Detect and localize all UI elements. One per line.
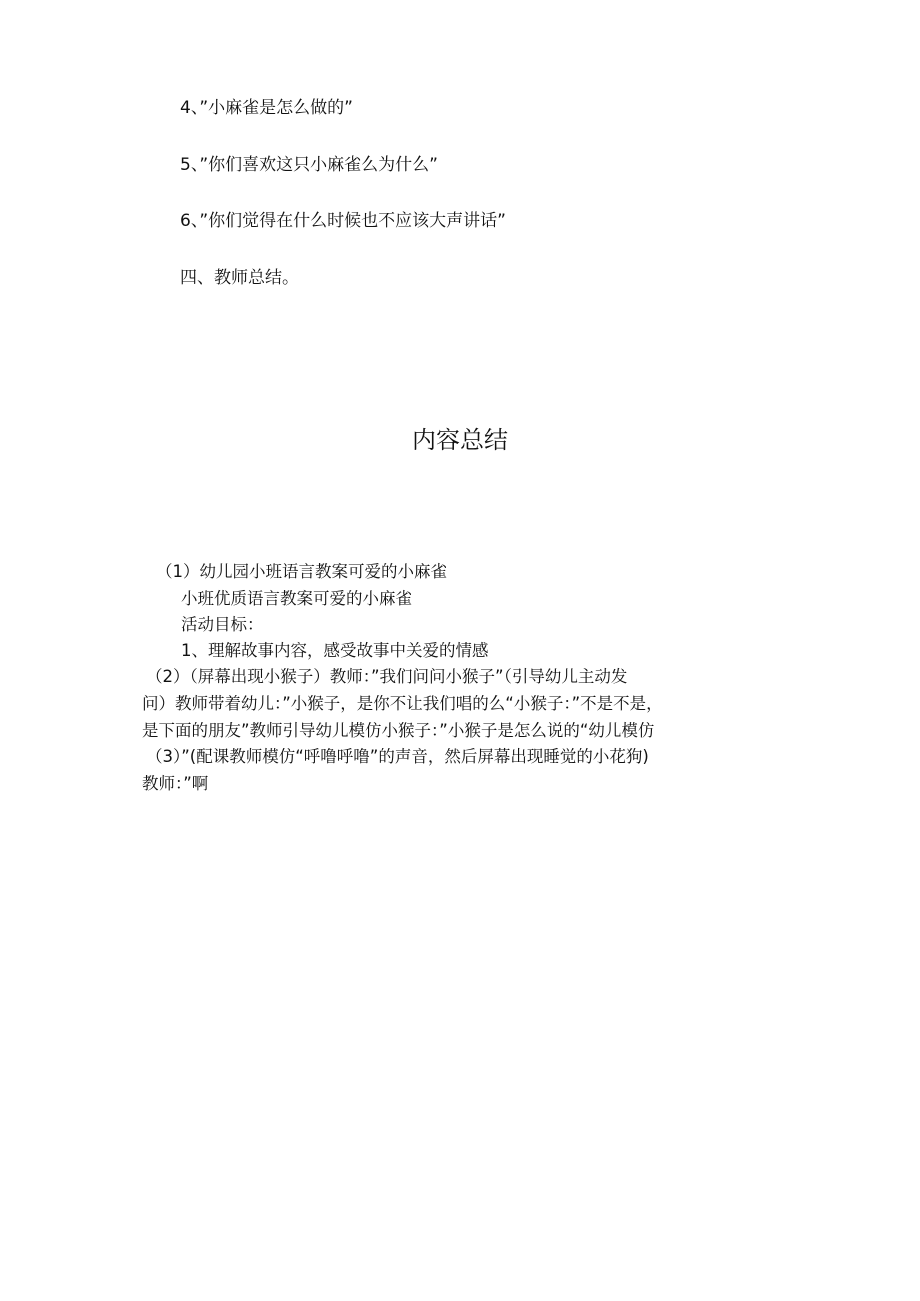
summary-line: （1）幼儿园小班语言教案可爱的小麻雀 [156,562,447,581]
summary-line: 是下面的朋友”教师引导幼儿模仿小猴子：”小猴子是怎么说的“幼儿模仿 [142,721,655,740]
summary-line: 问）教师带着幼儿：”小猴子，是你不让我们唱的么“小猴子：”不是不是， [142,694,663,713]
summary-line: （3）”(配课教师模仿“呼噜呼噜”的声音，然后屏幕出现睡觉的小花狗) [146,747,649,766]
summary-line: （2）（屏幕出现小猴子）教师：”我们问问小猴子”（引导幼儿主动发 [146,667,628,686]
section-teacher-summary: 四、教师总结。 [180,268,299,288]
question-6: 6、”你们觉得在什么时候也不应该大声讲话” [180,211,506,231]
question-5: 5、”你们喜欢这只小麻雀么为什么” [180,155,438,175]
question-4: 4、”小麻雀是怎么做的” [180,98,353,118]
content-summary-title: 内容总结 [412,426,508,454]
summary-line: 小班优质语言教案可爱的小麻雀 [181,589,412,608]
summary-line: 教师：”啊 [142,774,209,793]
summary-line: 活动目标： [181,615,264,634]
summary-line: 1、理解故事内容，感受故事中关爱的情感 [181,641,489,660]
